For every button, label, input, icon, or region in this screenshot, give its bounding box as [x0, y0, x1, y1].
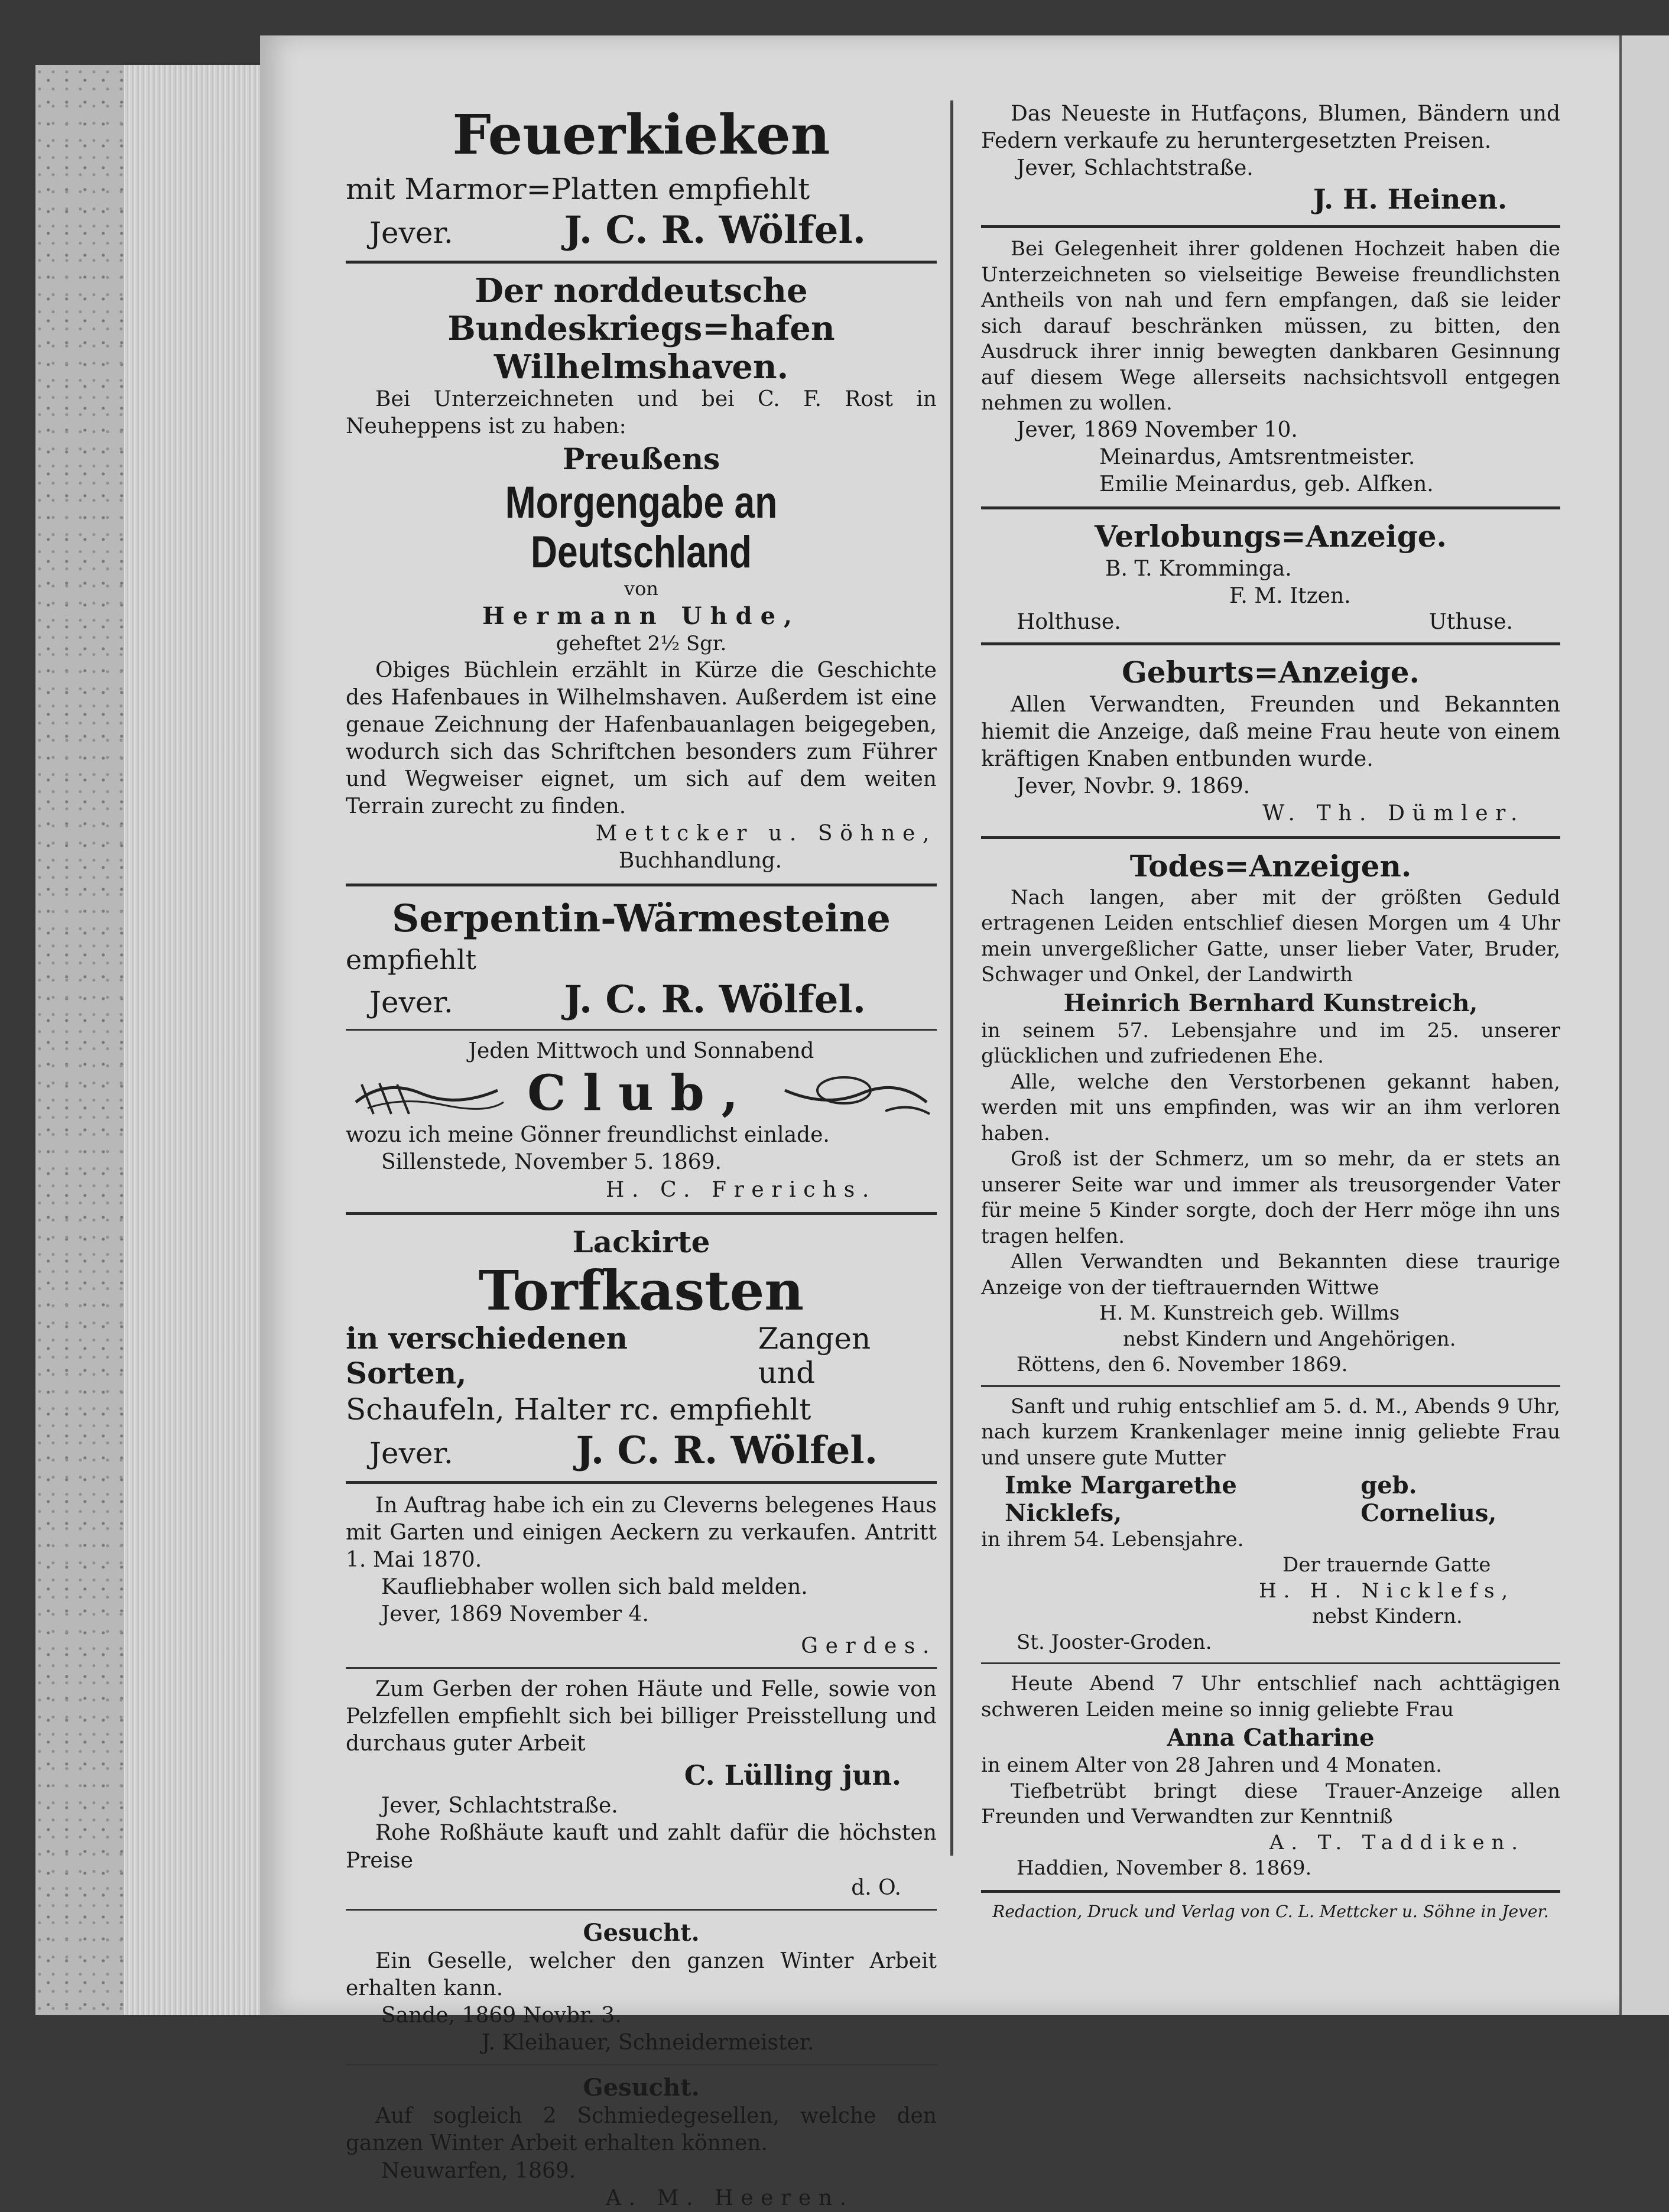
ad-body: Allen Verwandten und Bekannten diese traurige Anzeige von der tieftrauernden Wittwe — [981, 1250, 1560, 1300]
ad-verlobung — [981, 518, 1560, 634]
ad-geburt — [981, 654, 1560, 827]
ad-place: Jever. — [369, 985, 453, 1020]
ad-body: Sanft und ruhig entschlief am 5. d. M., Abends 9 Uhr, nach kurzem Krankenlager meine innig geliebte Frau und unsere gute Mutter — [981, 1394, 1560, 1470]
ad-line: in ihrem 54. Lebensjahre. — [981, 1527, 1244, 1551]
divider — [981, 836, 1560, 839]
ad-place-date: Jever, 1869 November 4. — [381, 1602, 649, 1627]
ad-intro: Bei Unterzeichneten und bei C. F. Rost in Neuheppens ist zu haben: — [346, 386, 937, 438]
ad-heeren — [346, 2073, 937, 2212]
ad-heading: Gesucht. — [583, 1918, 700, 1947]
ad-torfkasten — [346, 1223, 937, 1473]
ad-heading: Gesucht. — [583, 2074, 700, 2102]
deceased-name: Heinrich Bernhard Kunstreich, — [1063, 989, 1478, 1017]
book-title-large: Morgengabe an Deutschland — [505, 478, 778, 577]
ad-line: Zangen und — [758, 1321, 871, 1390]
ad-place-date: Sillenstede, November 5. 1869. — [381, 1150, 722, 1175]
ornament-left-icon — [350, 1067, 509, 1120]
ad-title-small: Lackirte — [572, 1224, 710, 1259]
ad-place: Holthuse. — [1017, 610, 1121, 635]
divider — [346, 1029, 937, 1031]
divider — [346, 2064, 937, 2065]
ad-signature: nebst Kindern und Angehörigen. — [1123, 1327, 1456, 1351]
ad-signature: nebst Kindern. — [1312, 1604, 1463, 1629]
divider — [981, 1385, 1560, 1387]
column-divider — [950, 100, 953, 1856]
ad-place: St. Jooster-Groden. — [1017, 1630, 1212, 1654]
divider — [346, 1212, 937, 1215]
ad-body: Heute Abend 7 Uhr entschlief nach achttägigen schweren Leiden meine so innig geliebte Frau — [981, 1672, 1560, 1721]
ad-body: Das Neueste in Hutfaçons, Blumen, Bändern und Federn verkaufe zu heruntergesetzten Preisen. — [981, 102, 1560, 154]
ad-place-date: Neuwarfen, 1869. — [381, 2158, 576, 2183]
ad-line: mit Marmor=Platten empfiehlt — [346, 171, 810, 206]
divider — [981, 225, 1560, 228]
ad-signature: Mettcker u. Söhne, — [595, 821, 937, 846]
ad-taddiken — [981, 1671, 1560, 1882]
ad-body: Ein Geselle, welcher den ganzen Winter Arbeit erhalten kann. — [346, 1948, 937, 2000]
ad-firm: J. C. R. Wölfel. — [576, 1428, 878, 1473]
ad-signature: J. Kleihauer, Schneidermeister. — [482, 2031, 814, 2055]
divider — [981, 1890, 1560, 1893]
divider — [346, 1667, 937, 1669]
divider — [346, 261, 937, 264]
ad-body: In Auftrag habe ich ein zu Cleverns belegenes Haus mit Garten und einigen Aeckern zu verkaufen. Antritt 1. Mai 1870. — [346, 1493, 937, 1572]
ad-gerdes — [346, 1492, 937, 1660]
ad-place: Jever. — [369, 215, 453, 250]
ad-firm: J. C. R. Wölfel. — [564, 977, 866, 1022]
ad-place-date: Röttens, den 6. November 1869. — [1017, 1353, 1348, 1377]
ad-signature: A. T. Taddiken. — [1269, 1830, 1525, 1854]
ad-firm: J. C. R. Wölfel. — [564, 207, 866, 252]
imprint: Redaction, Druck und Verlag von C. L. Mettcker u. Söhne in Jever. — [992, 1901, 1549, 1921]
divider — [981, 1662, 1560, 1664]
divider — [346, 1909, 937, 1911]
ad-signature: Gerdes. — [801, 1634, 937, 1659]
ad-meinardus — [981, 236, 1560, 498]
ad-name: F. M. Itzen. — [1229, 584, 1351, 609]
divider — [346, 1481, 937, 1484]
book-price: geheftet 2½ Sgr. — [556, 632, 727, 656]
ad-title: Serpentin-Wärmesteine — [392, 896, 891, 941]
divider — [346, 883, 937, 886]
ad-line: empfiehlt — [346, 944, 477, 976]
book-author: Hermann Uhde, — [482, 602, 800, 631]
ad-place-date: Jever, Novbr. 9. 1869. — [1017, 774, 1251, 799]
ad-signature: W. Th. Dümler. — [1262, 801, 1525, 826]
ad-signature: Der trauernde Gatte — [1282, 1553, 1491, 1577]
ad-body: Rohe Roßhäute kauft und zahlt dafür die höchsten Preise — [346, 1821, 937, 1873]
ad-place-date: Jever, 1869 November 10. — [1017, 417, 1298, 442]
deceased-name: Anna Catharine — [1167, 1724, 1375, 1752]
ad-waermesteine — [346, 895, 937, 1022]
ad-line: wozu ich meine Gönner freundlichst einlade. — [346, 1123, 830, 1148]
book-von: von — [624, 577, 658, 600]
ad-place-date: Sande, 1869 Novbr. 3. — [381, 2003, 622, 2028]
ad-heading: Der norddeutsche Bundeskriegs=hafen Wilhelmshaven. — [447, 271, 835, 386]
ad-body: Nach langen, aber mit der größten Geduld ertragenen Leiden entschlief diesen Morgen um 4 Uhr mein unvergeßlicher Gatte, unser lieber Vater, Bruder, Schwager und Onkel, der Landwirth — [981, 885, 1560, 987]
ad-signature: H. C. Frerichs. — [606, 1177, 876, 1202]
right-column — [981, 100, 1560, 1922]
ad-line: in verschiedenen Sorten, — [346, 1320, 628, 1391]
ad-body: Bei Gelegenheit ihrer goldenen Hochzeit haben die Unterzeichneten so vielseitige Beweise freundlichsten Antheils von nah und fern empfangen, daß sie leider sich darauf beschränken müssen, zu bitten, den Ausdruck ihrer innig bewegten dankbaren Gesinnung auf diesem Wege allerseits nachsichtsvoll entgegen nehmen zu wollen. — [981, 237, 1560, 415]
ad-signature: Meinardus, Amtsrentmeister. — [1099, 444, 1415, 469]
ad-body: in seinem 57. Lebensjahre und im 25. unserer glücklichen und zufriedenen Ehe. — [981, 1018, 1560, 1068]
facing-page-edge — [1619, 35, 1669, 2015]
ad-signature: A. M. Heeren. — [606, 2185, 854, 2210]
ad-heading: Todes=Anzeigen. — [1129, 848, 1412, 883]
ad-line: Schaufeln, Halter rc. empfiehlt — [346, 1392, 811, 1427]
deceased-name: Imke Margarethe Nicklefs, — [1005, 1471, 1237, 1527]
ad-body: Auf sogleich 2 Schmiedegesellen, welche den ganzen Winter Arbeit erhalten können. — [346, 2104, 937, 2156]
book-cover-edge — [35, 65, 124, 2015]
ad-signature: d. O. — [851, 1875, 901, 1900]
ad-line: Jeden Mittwoch und Sonnabend — [468, 1039, 814, 1064]
ad-body: Alle, welche den Verstorbenen gekannt haben, werden mit uns empfinden, was wir an ihm verloren haben. — [981, 1070, 1560, 1145]
ad-uhde-book — [346, 272, 937, 875]
ad-firm: C. Lülling jun. — [684, 1759, 901, 1791]
ad-place: Jever, Schlachtstraße. — [1017, 156, 1254, 181]
ad-title: Torfkasten — [478, 1258, 804, 1323]
ad-firm: J. H. Heinen. — [1313, 183, 1507, 216]
ad-signature: H. H. Nicklefs, — [1259, 1578, 1515, 1603]
ad-heading: Verlobungs=Anzeige. — [1095, 518, 1447, 554]
deceased-name-maiden: geb. Cornelius, — [1360, 1471, 1497, 1527]
club-title: Club, — [527, 1065, 755, 1122]
ad-body: Obiges Büchlein erzählt in Kürze die Geschichte des Hafenbaues in Wilhelmshaven. Außerdem ist eine genaue Zeichnung der Hafenbauanlagen beigegeben, wodurch sich das Schriftchen besonders zum Führer und Wegweiser eignet, um sich auf dem weiten Terrain zurecht zu finden. — [346, 658, 937, 819]
ad-heading: Geburts=Anzeige. — [1122, 655, 1420, 690]
ad-todes — [981, 847, 1560, 1378]
ad-line: Kaufliebhaber wollen sich bald melden. — [381, 1575, 808, 1600]
ad-place-date: Haddien, November 8. 1869. — [1017, 1856, 1312, 1880]
ad-line: in einem Alter von 28 Jahren und 4 Monaten. — [981, 1753, 1442, 1778]
ad-title: Feuerkieken — [452, 103, 830, 167]
ad-place: Uthuse. — [1428, 610, 1513, 635]
ad-signature: Emilie Meinardus, geb. Alfken. — [1099, 472, 1434, 496]
ad-name: B. T. Kromminga. — [1105, 556, 1292, 581]
ad-place: Jever, Schlachtstraße. — [381, 1794, 618, 1818]
ad-signature-sub: Buchhandlung. — [618, 849, 782, 873]
book-title-small: Preußens — [562, 441, 720, 477]
ornament-right-icon — [773, 1067, 933, 1120]
ad-body: Allen Verwandten, Freunden und Bekannten hiemit die Anzeige, daß meine Frau heute von einem kräftigen Knaben entbunden wurde. — [981, 693, 1560, 772]
ad-kleihauer — [346, 1918, 937, 2057]
ad-club — [346, 1038, 937, 1203]
divider — [981, 642, 1560, 645]
ad-body: Groß ist der Schmerz, um so mehr, da er stets an unserer Seite war und immer als treusorgender Vater für meine 5 Kinder sorgte, doch der Herr möge ihn uns tragen helfen. — [981, 1147, 1560, 1248]
ad-nicklefs — [981, 1394, 1560, 1655]
divider — [981, 506, 1560, 509]
ad-body: Zum Gerben der rohen Häute und Felle, sowie von Pelzfellen empfiehlt sich bei billiger Preisstellung und durchaus guter Arbeit — [346, 1677, 937, 1756]
ad-luelling — [346, 1676, 937, 1901]
ad-body: Tiefbetrübt bringt diese Trauer-Anzeige allen Freunden und Verwandten zur Kenntniß — [981, 1779, 1560, 1829]
left-column — [346, 100, 937, 2212]
ad-heinen — [981, 100, 1560, 217]
ad-place: Jever. — [369, 1435, 453, 1470]
ad-feuerkieken — [346, 100, 937, 252]
ad-signature: H. M. Kunstreich geb. Willms — [1099, 1301, 1400, 1326]
